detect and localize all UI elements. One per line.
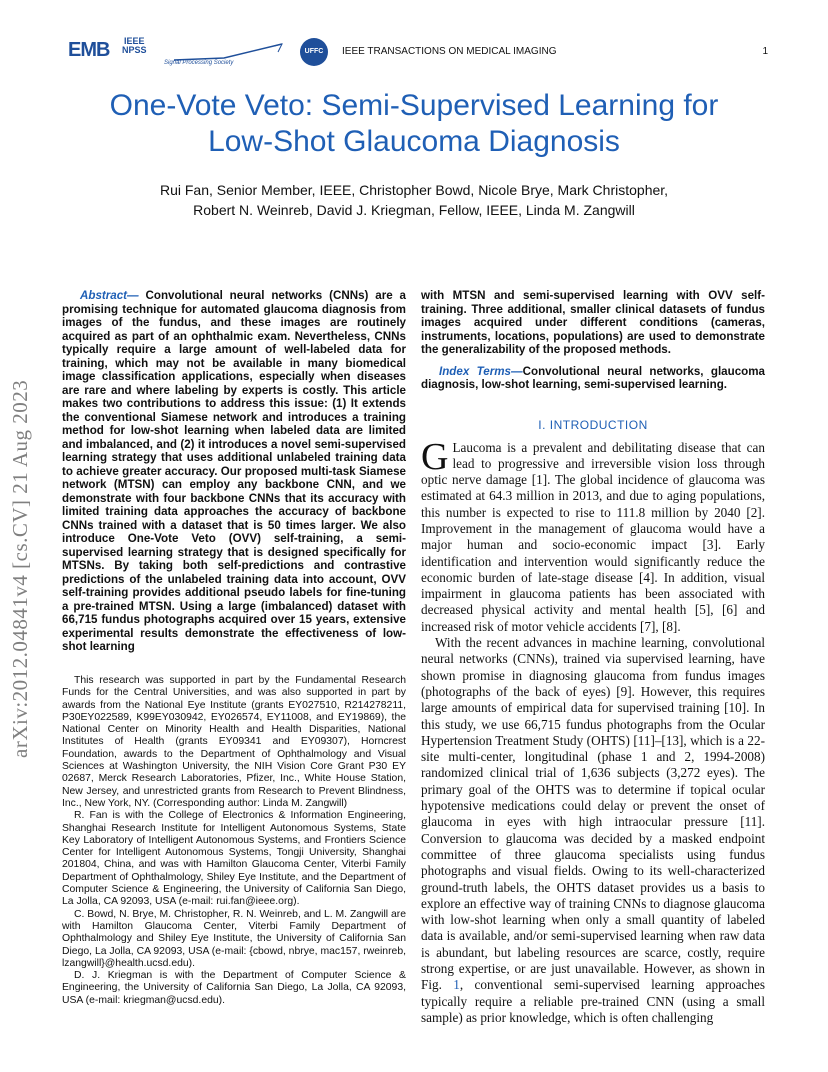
- affiliation-footnote-fan: R. Fan is with the College of Electronics & Information Engineering, Shanghai Research Institute for Intelligent Autonomous Systems, State Key Laboratory of Intelligent Autonomous Systems, and Frontiers Science Center for Intelligent Autonomous Systems, Tongji University, Shanghai 201804, China, and was with Hamilton Glaucoma Center, Viterbi Family Department of Ophthalmology, Shiley Eye Institute, and the Department of Computer Science & Engineering, the University of California San Diego, La Jolla, CA 92093, USA (e-mail: rui.fan@ieee.org).: [62, 810, 406, 908]
- abstract: [62, 289, 406, 654]
- ieee-npss-logo: IEEE NPSS: [122, 36, 147, 55]
- footnotes: [62, 675, 406, 1007]
- right-column: [421, 289, 765, 1026]
- funding-footnote: This research was supported in part by the Fundamental Research Funds for the Central Universities, and was also supported in part by awards from the National Eye Institute (grants EY027510, R214278211, P30EY022589, K99EY030942, EY026574, EY11008, and EY19869), the National Center on Minority Health and Health Disparities, National Institutes of Health (grants EY09341 and EY09307), Horncrest Foundation, awards to the Department of Ophthalmology and Visual Sciences at Washington University, the NIH Vision Core Grant P30 EY 02687, Merck Research Laboratories, Pfizer, Inc., White House Station, New Jersey, and unrestricted grants from Research to Prevent Blindness, Inc., New York, NY. (Corresponding author: Linda M. Zangwill): [62, 675, 406, 809]
- page-header: [68, 36, 768, 68]
- drop-cap: G: [421, 435, 449, 478]
- author-list: [0, 180, 828, 220]
- page-number: 1: [762, 46, 768, 57]
- abstract-continued: with MTSN and semi-supervised learning with OVV self-training. Three additional, smaller clinical datasets of fundus images acquired under different conditions (cameras, instruments, locations, populations) are used to demonstrate the generalizability of the proposed methods.: [421, 289, 765, 356]
- left-column: [62, 289, 406, 654]
- authors-line-2: Robert N. Weinreb, David J. Kriegman, Fellow, IEEE, Linda M. Zangwill: [193, 202, 635, 218]
- index-terms-text: Convolutional neural networks, glaucoma diagnosis, low-shot learning, semi-supervised learning.: [421, 364, 765, 391]
- affiliation-footnote-kriegman: D. J. Kriegman is with the Department of Computer Science & Engineering, the University of California San Diego, La Jolla, CA 92093, USA (e-mail: kriegman@ucsd.edu).: [62, 970, 406, 1006]
- section-heading-introduction: I. INTRODUCTION: [538, 417, 648, 432]
- figure-1-link[interactable]: 1: [453, 977, 460, 993]
- arxiv-identifier: arXiv:2012.04841v4 [cs.CV] 21 Aug 2023: [8, 379, 32, 758]
- paper-title: [0, 88, 828, 160]
- signal-processing-society-logo: Signal Processing Society: [164, 42, 294, 66]
- title-line-1: One-Vote Veto: Semi-Supervised Learning for: [109, 89, 719, 122]
- intro-paragraph-2: [421, 635, 765, 1026]
- index-terms: [421, 365, 765, 392]
- abstract-label: Abstract—: [80, 289, 139, 302]
- abstract-text-left: Convolutional neural networks (CNNs) are a promising technique for automated glaucoma diagnosis from images of the fundus, and these images are routinely acquired as part of an ophthalmic exam. Nevertheless, CNNs typically require a large amount of well-labeled data for training, which may not be available in many biomedical image classification applications, especially when diseases are rare and where labeling by experts is costly. This article makes two contributions to address this issue: (1) It extends the conventional Siamese network and introduces a training method for low-shot learning when labeled data are limited and imbalanced, and (2) it introduces a novel semi-supervised learning strategy that uses additional unlabeled training data to achieve greater accuracy. Our proposed multi-task Siamese network (MTSN) can employ any backbone CNN, and we demonstrate with four backbone CNNs that its accuracy with limited training data approaches the accuracy of backbone CNNs trained with a dataset that is 50 times larger. We also introduce One-Vote Veto (OVV) self-training, a semi-supervised learning strategy that is designed specifically for MTSNs. By taking both self-predictions and contrastive predictions of the unlabeled training data into account, OVV self-training provides additional pseudo labels for fine-tuning a pre-trained MTSN. Using a large (imbalanced) dataset with 66,715 fundus photographs acquired over 15 years, extensive experimental results demonstrate the effectiveness of low-shot learning: [62, 289, 406, 653]
- index-terms-label: Index Terms—: [439, 364, 523, 378]
- journal-name: IEEE TRANSACTIONS ON MEDICAL IMAGING: [342, 46, 557, 57]
- title-line-2: Low-Shot Glaucoma Diagnosis: [208, 125, 620, 158]
- intro-p2-end: , conventional semi-supervised learning approaches typically require a reliable pre-trained CNN (using a small sample) as prior knowledge, which is often challenging: [421, 977, 765, 1025]
- uffc-logo: UFFC: [300, 38, 328, 66]
- affiliation-footnote-bowd: C. Bowd, N. Brye, M. Christopher, R. N. Weinreb, and L. M. Zangwill are with Hamilton Glaucoma Center, Viterbi Family Department of Ophthalmology and Shiley Eye Institute, the University of California San Diego, La Jolla, CA 92093, USA (e-mail: {cbowd, nbrye, mac157, rweinreb, lzangwill}@health.ucsd.edu).: [62, 908, 406, 969]
- intro-paragraph-1: [421, 435, 765, 636]
- emb-logo: EMB: [68, 39, 110, 61]
- authors-line-1: Rui Fan, Senior Member, IEEE, Christopher Bowd, Nicole Brye, Mark Christopher,: [159, 182, 669, 198]
- intro-p2-text: With the recent advances in machine learning, convolutional neural networks (CNNs), trained via supervised learning, have shown promise in diagnosing glaucoma from fundus images (photographs of the back of eyes) [9]. However, this requires large amounts of empirical data for supervised training [10]. In this study, we use 66,715 fundus photographs from the Ocular Hypertension Treatment Study (OHTS) [11]–[13], which is a 22-site multi-center, longitudinal (phase 1 and 2, 1994-2008) randomized clinical trial of 1,636 subjects (3,272 eyes). The primary goal of the OHTS was to determine if topical ocular hypotensive medications could delay or prevent the onset of glaucoma in eyes with high intraocular pressure [11]. Conversion to glaucoma was decided by a masked endpoint committee of three glaucoma specialists using fundus photographs and visual fields. Owing to its well-characterized ground-truth labels, the OHTS dataset provides us a basis to explore an effective way of training CNNs to diagnose glaucoma with low-shot learning when only a small quantity of labeled data is available, and/or semi-supervised learning when raw data is abundant, but labeling resources are scarce, costly, require strong expertise, or are just unavailable. However, as shown in Fig.: [421, 635, 765, 993]
- intro-p1-text: Laucoma is a prevalent and debilitating disease that can lead to progressive and irreversible vision loss through optic nerve damage [1]. The global incidence of glaucoma was estimated at 64.3 million in 2013, and due to aging populations, this number is expected to rise to 111.8 million by 2040 [2]. Improvement in the management of glaucoma would have a major human and socio-economic impact [3]. Early identification and intervention would significantly reduce the economic burden of late-stage disease [4]. In addition, visual impairment in glaucoma patients has been associated with decreased physical activity and mental health [5], [6] and increased risk of motor vehicle accidents [7], [8].: [421, 439, 765, 634]
